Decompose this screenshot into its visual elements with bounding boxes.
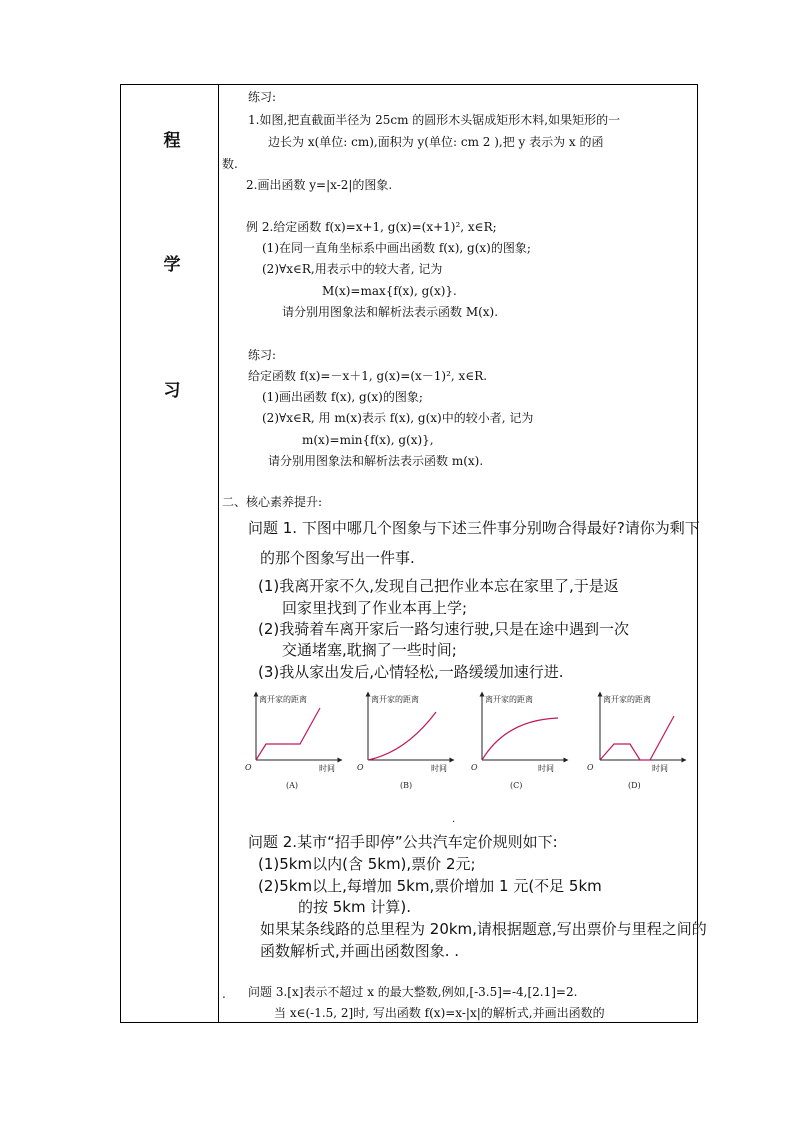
x-axis-label: 时间 [652,764,668,773]
exercise3-line4: m(x)=min{f(x), g(x)}, [302,433,434,447]
origin-label: O [471,763,478,772]
example2-line5: 请分别用图象法和解析法表示函数 M(x). [282,305,499,319]
origin-label: O [357,763,364,772]
question2-item2-line1: (2)5km以上,每增加 5km,票价增加 1 元(不足 5km [258,877,602,895]
exercise3-line2: (1)画出函数 f(x), g(x)的图象; [262,390,423,404]
x-axis-label: 时间 [431,764,447,773]
curve-d [600,716,674,760]
example2-line2: (1)在同一直角坐标系中画出函数 f(x), g(x)的图象; [262,241,531,255]
y-axis-label: 离开家的距离 [603,695,651,704]
x-axis-label: 时间 [319,764,335,773]
graph-tag-c: (C) [510,781,523,790]
example2-line3: (2)∀x∈R,用表示中的较大者, 记为 [262,262,443,276]
y-axis-label: 离开家的距离 [259,695,307,704]
section2-heading: 二、核心素养提升: [222,495,323,509]
exercise2: 2.画出函数 y=|x-2|的图象. [246,178,393,192]
exercise3-line5: 请分别用图象法和解析法表示函数 m(x). [268,454,484,468]
graph-tag-d: (D) [628,781,641,790]
side-label-xue: 学 [163,255,181,275]
question3-line2: 当 x∈(-1.5, 2]时, 写出函数 f(x)=x-|x|的解析式,并画出函数的 [274,1006,605,1020]
exercise3-line1: 给定函数 f(x)=－x＋1, g(x)=(x－1)², x∈R. [248,369,488,383]
graph-tag-a: (A) [286,781,299,790]
origin-label: O [587,763,594,772]
question1-item2-line1: (2)我骑着车离开家后一路匀速行驶,只是在途中遇到一次 [258,620,630,638]
graph-tag-b: (B) [400,781,413,790]
exercise1-line1: 1.如图,把直截面半径为 25cm 的圆形木头锯成矩形木料,如果矩形的一 [248,113,621,127]
graph-d [580,690,688,800]
curve-b [368,712,436,760]
question1-item1-line1: (1)我离开家不久,发现自己把作业本忘在家里了,于是返 [258,577,619,595]
side-label-xi: 习 [163,381,181,401]
question1-item3: (3)我从家出发后,心情轻松,一路缓缓加速行进. [258,663,564,681]
column-divider [218,84,219,1023]
question3-dot: . [222,987,226,1001]
stray-dot: . [452,814,456,825]
x-axis-label: 时间 [538,764,554,773]
graph-c [462,690,570,800]
exercise1-line3: 数. [222,157,238,171]
curve-c [482,718,558,760]
origin-label: O [245,763,252,772]
example2-line1: 例 2.给定函数 f(x)=x+1, g(x)=(x+1)², x∈R; [246,220,497,234]
y-axis-label: 离开家的距离 [371,695,419,704]
graph-a [236,690,344,800]
question2-line5: 如果某条线路的总里程为 20km,请根据题意,写出票价与里程之间的 [260,920,707,938]
graph-b [348,690,456,800]
question1-line2: 的那个图象写出一件事. [260,549,415,567]
question2-line1: 问题 2.某市“招手即停”公共汽车定价规则如下: [248,833,558,851]
question1-item1-line2: 回家里找到了作业本再上学; [282,599,468,617]
y-axis-label: 离开家的距离 [485,695,533,704]
exercise-heading: 练习: [248,90,277,104]
example2-line4: M(x)=max{f(x), g(x)}. [322,284,457,298]
exercise3-line3: (2)∀x∈R, 用 m(x)表示 f(x), g(x)中的较小者, 记为 [262,411,534,425]
question3-line1: 问题 3.[x]表示不超过 x 的最大整数,例如,[-3.5]=-4,[2.1]=2. [248,985,578,999]
question1-item2-line2: 交通堵塞,耽搁了一些时间; [282,641,457,659]
question2-item1: (1)5km以内(含 5km),票价 2元; [258,855,476,873]
question2-item2-line2: 的按 5km 计算). [298,898,411,916]
side-label-cheng: 程 [163,131,181,151]
curve-a [256,708,320,760]
question1-line1: 问题 1. 下图中哪几个图象与下述三件事分别吻合得最好?请你为剩下 [248,519,700,537]
exercise1-line2: 边长为 x(单位: cm),面积为 y(单位: cm 2 ),把 y 表示为 x 的函 [268,135,604,149]
question2-line6: 函数解析式,并画出函数图象. . [260,942,460,960]
exercise3-heading: 练习: [248,348,277,362]
